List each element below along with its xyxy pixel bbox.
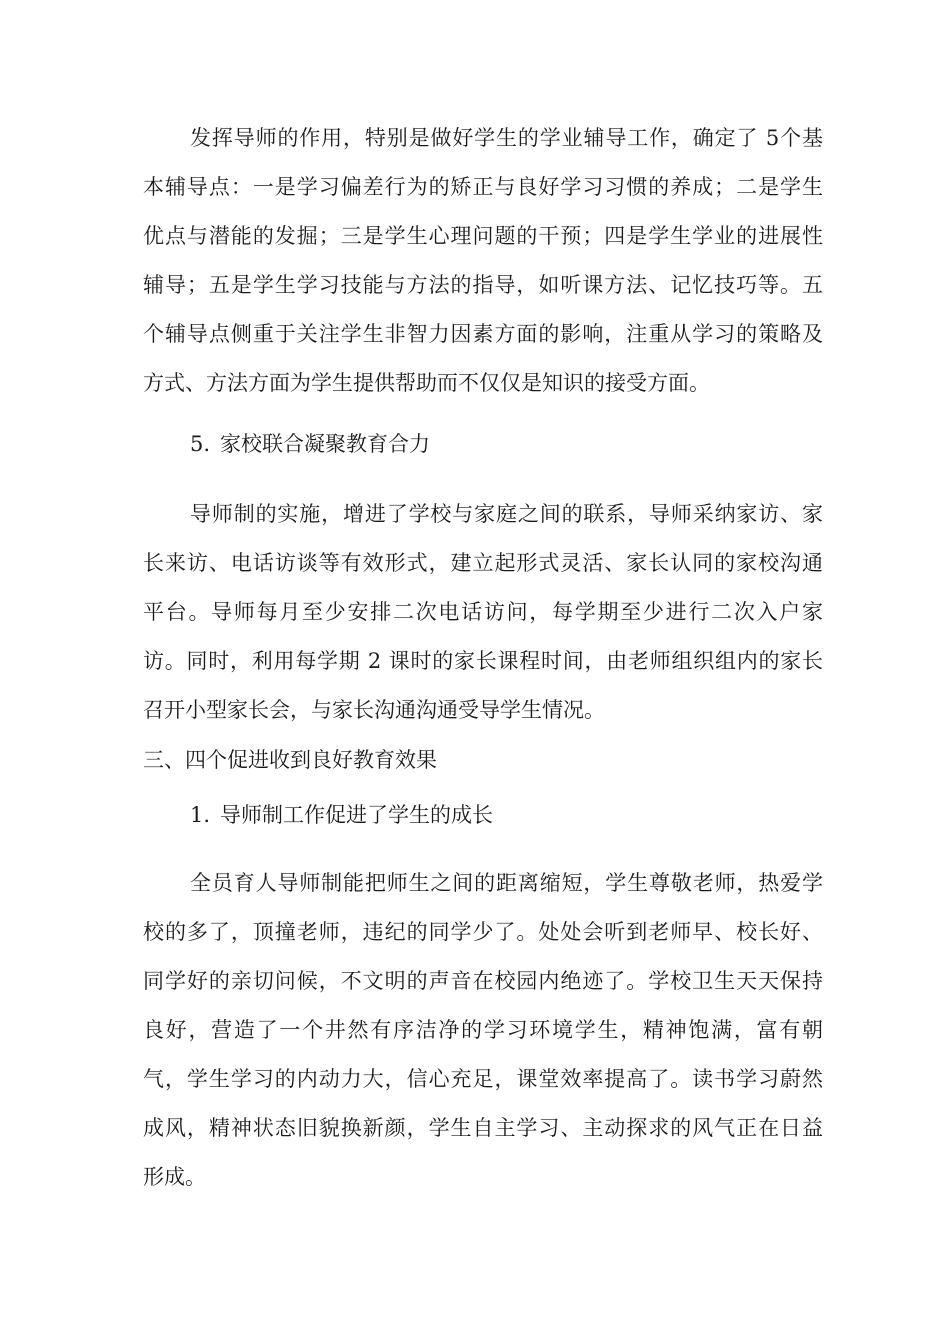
paragraph-line: 形成。	[143, 1165, 206, 1189]
paragraph-line: 发挥导师的作用，特别是做好学生的学业辅导工作，确定了 5个基	[190, 126, 823, 150]
numbered-heading	[190, 795, 790, 835]
paragraph-line: 导师制的实施，增进了学校与家庭之间的联系，导师采纳家访、家	[190, 502, 823, 526]
numbered-heading	[190, 424, 790, 464]
paragraph-line: 长来访、电话访谈等有效形式，建立起形式灵活、家长认同的家校沟通	[143, 551, 823, 575]
paragraph-line: 成风，精神状态旧貌换新颜，学生自主学习、主动探求的风气正在日益	[143, 1116, 823, 1140]
heading-text: 家校联合凝聚教育合力	[220, 432, 430, 456]
paragraph-line: 方式、方法方面为学生提供帮助而不仅仅是知识的接受方面。	[143, 371, 710, 395]
paragraph-line: 访。同时，利用每学期 2 课时的家长课程时间，由老师组织组内的家长	[143, 649, 823, 673]
paragraph-line: 个辅导点侧重于关注学生非智力因素方面的影响，注重从学习的策略及	[143, 322, 823, 346]
paragraph-line: 全员育人导师制能把师生之间的距离缩短，学生尊敬老师，热爱学	[190, 871, 823, 895]
paragraph-line: 良好，营造了一个井然有序洁净的学习环境学生，精神饱满，富有朝	[143, 1018, 823, 1042]
paragraph-line: 召开小型家长会，与家长沟通沟通受导学生情况。	[143, 698, 605, 722]
paragraph-line: 本辅导点：一是学习偏差行为的矫正与良好学习习惯的养成；二是学生	[143, 175, 823, 199]
paragraph-line: 气，学生学习的内动力大，信心充足，课堂效率提高了。读书学习蔚然	[143, 1067, 823, 1091]
heading-text: 导师制工作促进了学生的成长	[220, 803, 493, 827]
paragraph-line: 校的多了，顶撞老师，违纪的同学少了。处处会听到老师早、校长好、	[143, 920, 823, 944]
section-heading: 三、四个促进收到良好教育效果	[143, 748, 437, 772]
heading-number: 1.	[190, 803, 211, 827]
paragraph-line: 优点与潜能的发掘；三是学生心理问题的干预；四是学生学业的进展性	[143, 224, 823, 248]
paragraph-line: 平台。导师每月至少安排二次电话访问，每学期至少进行二次入户家	[143, 600, 823, 624]
paragraph-line: 同学好的亲切问候，不文明的声音在校园内绝迹了。学校卫生天天保持	[143, 969, 823, 993]
paragraph-line: 辅导；五是学生学习技能与方法的指导，如听课方法、记忆技巧等。五	[143, 273, 823, 297]
heading-number: 5.	[190, 432, 211, 456]
